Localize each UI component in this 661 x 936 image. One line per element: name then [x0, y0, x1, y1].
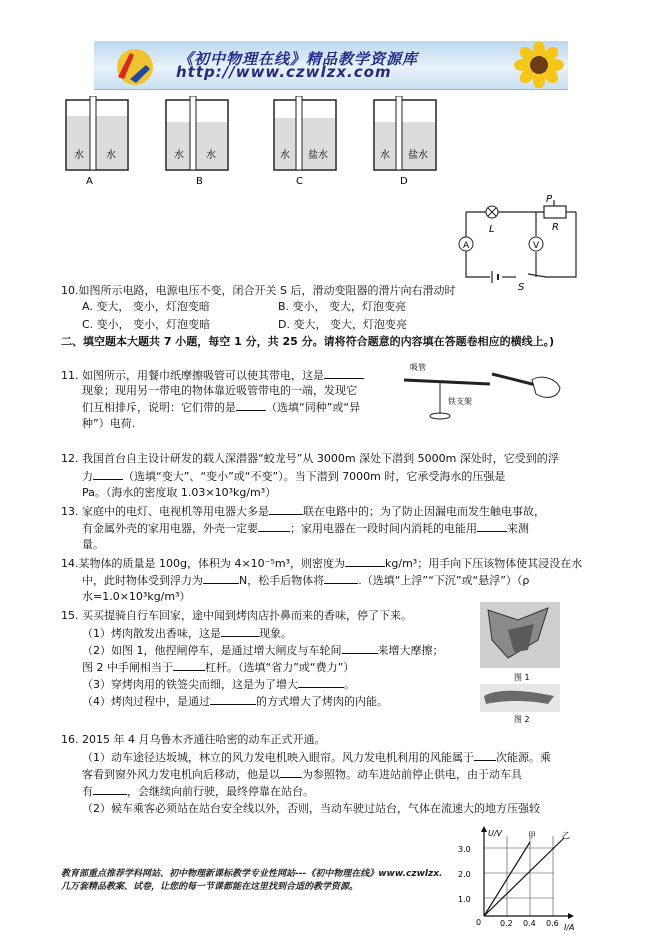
- beaker-d: [374, 96, 436, 170]
- svg-text:0.2: 0.2: [500, 919, 513, 928]
- svg-text:水: 水: [380, 150, 390, 161]
- q10-option-a: A. 变大， 变小，灯泡变暗: [82, 300, 210, 313]
- q12-line-1: 12. 我国首台自主设计研发的载人深潜器“蛟龙号”从 3000m 深处下潜到 5000m 深处时，它受到的浮: [61, 452, 559, 465]
- svg-text:图 1: 图 1: [514, 673, 530, 682]
- section-title: 二、填空题本大题共 7 小题，每空 1 分，共 25 分。请将符合题意的内容填在答题卷相应的横线上。): [61, 335, 555, 348]
- svg-text:P: P: [546, 194, 553, 205]
- footer-line-2: 几万套精品教案、试卷，让您的每一节课都能在这里找到合适的教学资源。: [61, 882, 359, 892]
- straw-figure: [400, 360, 572, 428]
- q15-line-6: （4）烤肉过程中，是通过 的方式增大了烤肉的内能。: [82, 695, 388, 708]
- ui-graph: [456, 826, 584, 934]
- svg-text:I/A: I/A: [564, 923, 575, 932]
- q13-line-3: 量。: [82, 538, 104, 551]
- svg-text:U/V: U/V: [488, 829, 503, 838]
- q14-line-3: 水=1.0×10³kg/m³）: [82, 590, 191, 603]
- beaker-figure: [56, 96, 456, 188]
- svg-text:水: 水: [280, 150, 290, 161]
- svg-text:吸管: 吸管: [410, 363, 426, 372]
- q12-line-2: 力 （选填“变大”、“变小”或“不变”）。当下潜到 7000m 时，它承受海水的压强是: [82, 470, 506, 483]
- svg-text:2.0: 2.0: [458, 870, 471, 879]
- q16-line-3: 客看到窗外风力发电机向后移动，他是以 为参照物。动车进站前停止供电，由于动车具: [82, 768, 522, 781]
- q10-option-c: C. 变小， 变小，灯泡变暗: [82, 318, 211, 331]
- svg-text:S: S: [518, 282, 525, 292]
- q13-line-1: 13. 家庭中的电灯、电视机等用电器大多是 联在电路中的；为了防止因漏电而发生触电事故，: [61, 505, 545, 518]
- beaker-label-c: C: [296, 176, 303, 187]
- beaker-label-b: B: [196, 176, 203, 187]
- bike-brake-figure: [478, 600, 562, 726]
- q15-line-5: （3）穿烤肉用的铁签尖而细，这是为了增大 。: [82, 678, 355, 691]
- svg-text:甲: 甲: [528, 831, 536, 840]
- q13-line-2: 有金属外壳的家用电器，外壳一定要 ；家用电器在一段时间内消耗的电能用 来测: [82, 522, 529, 535]
- footer-line-1: 教育部重点推荐学科网站、初中物理新课标教学专业性网站---《初中物理在线》www.czwlzx.: [61, 869, 443, 879]
- svg-text:图 2: 图 2: [514, 715, 530, 724]
- svg-text:水: 水: [174, 150, 184, 161]
- beaker-b: [166, 96, 228, 170]
- q10-option-b: B. 变小， 变大，灯泡变亮: [278, 300, 407, 313]
- svg-text:R: R: [552, 222, 559, 233]
- beaker-label-d: D: [400, 176, 408, 187]
- q16-line-4: 有 ，会继续向前行驶，最终停靠在站台。: [82, 785, 314, 798]
- q15-line-3: （2）如图 1，他捏闸停车，是通过增大闸皮与车轮间 来增大摩擦；: [82, 644, 444, 657]
- q11-line-2: 现象；现用另一带电的物体靠近吸管带电的一端，发现它: [82, 384, 357, 397]
- svg-text:L: L: [489, 224, 495, 235]
- svg-text:0.4: 0.4: [523, 919, 536, 928]
- beaker-label-a: A: [86, 176, 93, 187]
- q11-line-3: 们互相排斥，说明：它们带的是 （选填“同种”或“异: [82, 401, 361, 414]
- q10-option-d: D. 变大， 变大，灯泡变亮: [278, 318, 407, 331]
- q15-line-1: 15. 买买提骑自行车回家，途中闻到烤肉店扑鼻而来的香味，停了下来。: [61, 609, 412, 622]
- q15-line-4: 图 2 中手闸相当于 杠杆。（选填“省力”或“费力”）: [82, 661, 355, 674]
- q11-line-4: 种”）电荷.: [82, 417, 136, 430]
- svg-text:盐水: 盐水: [408, 150, 428, 161]
- svg-text:乙: 乙: [562, 831, 570, 840]
- banner-url: http://www.czwlzx.com: [176, 63, 392, 81]
- q11-line-1: 11. 如图所示，用餐巾纸摩擦吸管可以使其带电，这是: [61, 367, 364, 383]
- q16-line-1: 16. 2015 年 4 月乌鲁木齐通往哈密的动车正式开通。: [61, 733, 326, 746]
- svg-text:3.0: 3.0: [458, 845, 471, 854]
- beaker-c: [274, 96, 336, 170]
- svg-text:A: A: [463, 241, 470, 251]
- circuit-diagram: [456, 192, 584, 292]
- q15-line-2: （1）烤肉散发出香味，这是 现象。: [82, 627, 292, 640]
- banner-title: 《初中物理在线》精品教学资源库: [178, 50, 419, 68]
- svg-text:水: 水: [74, 150, 84, 161]
- series-yi-line: [484, 838, 564, 916]
- svg-text:0.6: 0.6: [546, 919, 559, 928]
- q12-line-3: Pa。（海水的密度取 1.03×10³kg/m³）: [82, 486, 277, 499]
- svg-text:1.0: 1.0: [458, 895, 471, 904]
- svg-text:0: 0: [476, 918, 482, 927]
- q14-line-2: 中，此时物体受到浮力为 N，松手后物体将 .（选填“上浮”“下沉”或“悬浮”）（ρ: [82, 574, 530, 587]
- sunflower-image: [512, 42, 566, 88]
- svg-text:V: V: [533, 241, 540, 251]
- q14-line-1: 14.某物体的质量是 100g，体积为 4×10⁻⁵m³，则密度为 kg/m³；用手向下压该物体使其浸没在水: [61, 557, 583, 570]
- q10-stem: 10.如图所示电路，电源电压不变，闭合开关 S 后，滑动变阻器的滑片向右滑动时: [61, 284, 456, 297]
- beaker-a: [66, 96, 128, 170]
- svg-text:水: 水: [106, 150, 116, 161]
- site-logo: [100, 43, 174, 87]
- q16-line-2: （1）动车途径达坂城，林立的风力发电机映入眼帘。风力发电机利用的风能属于 次能源。乘: [82, 751, 551, 764]
- q16-line-5: （2）候车乘客必须站在站台安全线以外，否则，当动车驶过站台，气体在流速大的地方压强较: [82, 802, 540, 815]
- svg-text:盐水: 盐水: [308, 150, 328, 161]
- svg-text:铁支架: 铁支架: [448, 397, 472, 406]
- svg-text:水: 水: [206, 150, 216, 161]
